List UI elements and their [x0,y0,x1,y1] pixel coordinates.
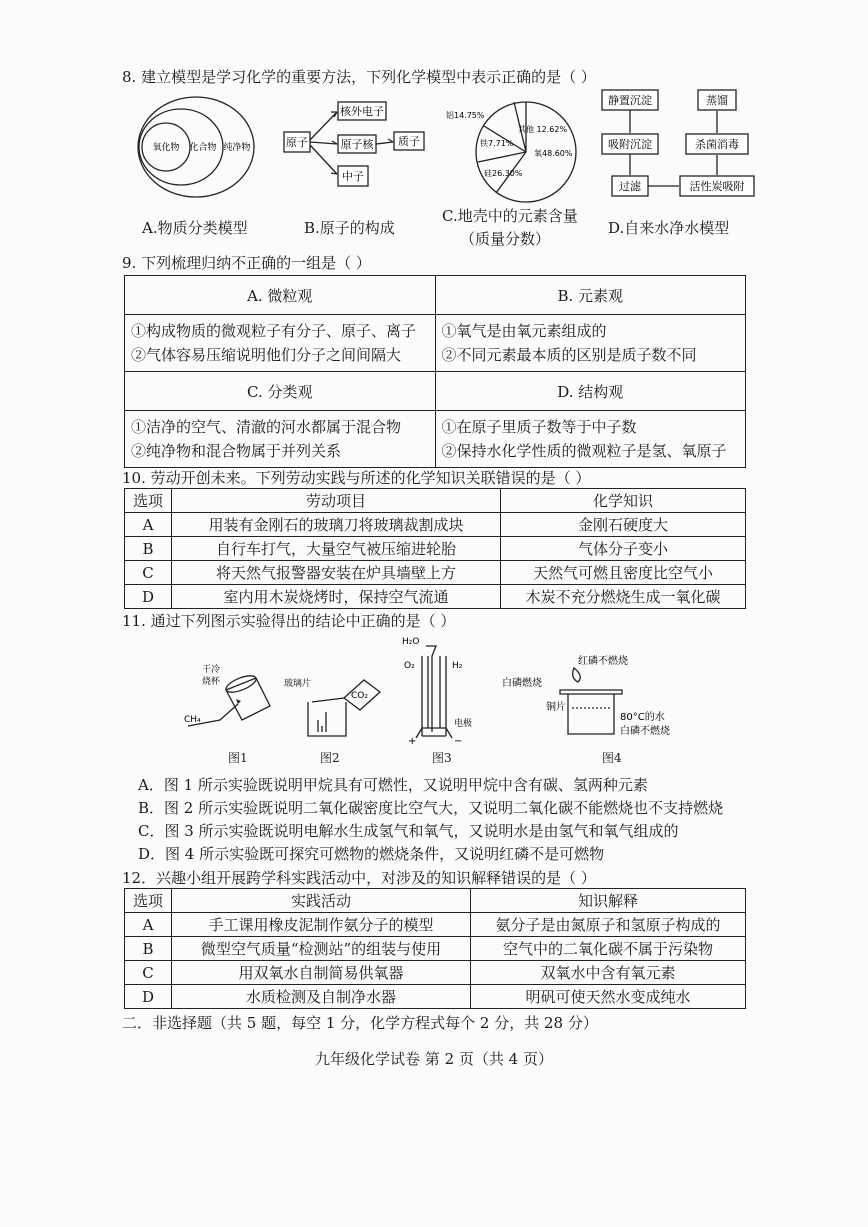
fig1-caption: 图1 [228,751,248,765]
figD-step-6: 蒸馏 [706,94,728,107]
experiment-figure-1 [180,660,276,740]
q10-row-D-option: D [125,585,172,609]
q9-C-item-1: ①洁净的空气、清澈的河水都属于混合物 [131,418,402,436]
fig4-water-label: 80°C的水 [620,712,665,723]
fig4-red-label: 红磷不燃烧 [578,656,628,667]
fig2-glass-label: 玻璃片 [284,679,312,689]
q12-header-option: 选项 [125,889,172,913]
fig3-minus-label: − [454,736,463,746]
fig3-h2-label: H₂ [452,661,463,671]
fig1-label-2: 烧杯 [202,677,221,687]
figB-neutron: 中子 [342,170,364,183]
q9-D-item-1: ①在原子里质子数等于中子数 [441,418,637,436]
q12-row-C-activity: 用双氧水自制简易供氧器 [172,961,471,985]
fig2-caption: 图2 [320,751,340,765]
figD-step-5: 杀菌消毒 [695,138,739,151]
q10-row-A-activity: 用装有金刚石的玻璃刀将玻璃裁割成块 [172,513,501,537]
q9-D-title: D. 结构观 [435,372,746,411]
q12-row-D-activity: 水质检测及自制净水器 [172,985,471,1009]
table-row [125,585,746,609]
q12-row-A-option: A [125,913,172,937]
fig1-gas-label: CH₄ [184,715,201,725]
q10-header-activity: 劳动项目 [172,489,501,513]
figD-step-2: 吸附沉淀 [608,138,652,151]
q9-D-items [435,411,746,468]
q9-table [124,275,746,468]
experiment-figure-3 [400,632,496,746]
fig3-electrode-label: 电极 [454,719,473,729]
q10-row-C-activity: 将天然气报警器安装在炉具墙壁上方 [172,561,501,585]
q11-option-C: C．图 3 所示实验既说明电解水生成氢气和氧气，又说明水是由氢气和氧气组成的 [138,822,679,840]
pie-label-al: 铝14.75% [446,111,485,120]
fig4-caption: 图4 [602,751,622,765]
q12-stem: 12．兴趣小组开展跨学科实践活动中，对涉及的知识解释错误的是（ ） [122,869,596,887]
q10-stem: 10. 劳动开创未来。下列劳动实践与所述的化学知识关联错误的是（ ） [122,469,591,487]
fig3-caption: 图3 [432,751,452,765]
fig4-white-label: 白磷燃烧 [502,678,542,689]
q12-row-A-explanation: 氨分子是由氮原子和氢原子构成的 [471,913,746,937]
table-row [125,961,746,985]
q12-row-A-activity: 手工课用橡皮泥制作氨分子的模型 [172,913,471,937]
q9-C-title: C. 分类观 [125,372,436,411]
q9-B-item-2: ②不同元素最本质的区别是质子数不同 [441,346,697,364]
pie-label-other: 其他 12.62% [518,125,568,134]
q12-row-C-option: C [125,961,172,985]
q12-row-B-option: B [125,937,172,961]
q10-header-knowledge: 化学知识 [501,489,746,513]
pie-label-si: 硅26.30% [484,169,523,178]
q11-option-A: A．图 1 所示实验既说明甲烷具有可燃性，又说明甲烷中含有碳、氢两种元素 [138,776,648,794]
q10-table [124,488,746,609]
fig3-water-label: H₂O [402,637,420,647]
q10-row-B-knowledge: 气体分子变小 [501,537,746,561]
q11-option-D: D．图 4 所示实验既可探究可燃物的燃烧条件，又说明红磷不是可燃物 [138,845,605,863]
q9-B-items [435,315,746,372]
figD-step-4: 活性炭吸附 [689,180,745,193]
q10-row-C-option: C [125,561,172,585]
pie-label-fe: 铁7.71% [480,139,514,148]
fig4-copper-label: 铜片 [546,702,566,713]
q10-row-C-knowledge: 天然气可燃且密度比空气小 [501,561,746,585]
q8-stem: 8. 建立模型是学习化学的重要方法，下列化学模型中表示正确的是（ ） [122,68,596,86]
figC-caption-2: （质量分数） [460,230,551,248]
figD-caption: D.自来水净水模型 [608,219,730,237]
q12-row-B-activity: 微型空气质量“检测站”的组装与使用 [172,937,471,961]
table-row [125,985,746,1009]
table-row [125,561,746,585]
figA-outer-label: 纯净物 [223,143,251,153]
q10-row-D-knowledge: 木炭不充分燃烧生成一氧化碳 [501,585,746,609]
fig3-o2-label: O₂ [404,661,415,671]
q10-row-B-option: B [125,537,172,561]
section-2-heading: 二．非选择题（共 5 题，每空 1 分，化学方程式每个 2 分，共 28 分） [122,1014,598,1032]
figB-caption: B.原子的构成 [304,219,395,237]
figB-proton: 质子 [398,135,420,148]
q12-table [124,888,746,1009]
figB-electron: 核外电子 [340,105,384,118]
table-row [125,537,746,561]
q9-D-item-2: ②保持水化学性质的微观粒子是氢、氧原子 [441,442,727,460]
experiment-figure-2 [282,666,382,744]
q10-header-option: 选项 [125,489,172,513]
q9-A-item-2: ②气体容易压缩说明他们分子之间间隔大 [131,346,402,364]
figB-nucleus: 原子核 [340,138,374,151]
fig3-plus-label: + [408,736,417,746]
q9-A-item-1: ①构成物质的微观粒子有分子、原子、离子 [131,322,417,340]
q11-stem: 11. 通过下列图示实验得出的结论中正确的是（ ） [122,612,456,630]
q12-row-C-explanation: 双氧水中含有氧元素 [471,961,746,985]
q9-A-title: A. 微粒观 [125,276,436,315]
q9-stem: 9. 下列梳理归纳不正确的一组是（ ） [122,254,371,272]
fig1-label-1: 干冷 [202,665,221,675]
crust-elements-pie [444,96,584,208]
q9-B-item-1: ①氧气是由氧元素组成的 [441,322,607,340]
q9-C-items [125,411,436,468]
q9-A-items [125,315,436,372]
q12-header-activity: 实践活动 [172,889,471,913]
table-row [125,513,746,537]
figA-middle-label: 化合物 [189,143,217,153]
q11-option-B: B．图 2 所示实验既说明二氧化碳密度比空气大，又说明二氧化碳不能燃烧也不支持燃烧 [138,799,724,817]
fig4-white2-label: 白磷不燃烧 [620,726,670,737]
page-footer: 九年级化学试卷 第 2 页（共 4 页） [315,1050,553,1068]
fig2-gas-label: CO₂ [351,691,368,701]
figA-inner-label: 氧化物 [152,143,180,153]
q12-row-B-explanation: 空气中的二氧化碳不属于污染物 [471,937,746,961]
table-row [125,913,746,937]
figD-step-1: 静置沉淀 [608,94,652,107]
figA-caption: A.物质分类模型 [142,219,248,237]
q12-header-explanation: 知识解释 [471,889,746,913]
figB-atom: 原子 [286,136,308,149]
table-row [125,937,746,961]
pie-label-o: 氧48.60% [534,149,573,158]
atom-structure-figure [282,100,432,192]
q9-C-item-2: ②纯净物和混合物属于并列关系 [131,442,342,460]
q9-B-title: B. 元素观 [435,276,746,315]
q10-row-A-option: A [125,513,172,537]
figC-caption-1: C.地壳中的元素含量 [442,207,578,225]
experiment-figure-4 [502,654,702,746]
q12-row-D-explanation: 明矾可使天然水变成纯水 [471,985,746,1009]
q12-row-D-option: D [125,985,172,1009]
q10-row-B-activity: 自行车打气，大量空气被压缩进轮胎 [172,537,501,561]
figD-step-3: 过滤 [619,180,641,193]
q10-row-A-knowledge: 金刚石硬度大 [501,513,746,537]
classification-model-figure [136,92,256,202]
q10-row-D-activity: 室内用木炭烧烤时，保持空气流通 [172,585,501,609]
water-purification-figure [596,88,772,200]
